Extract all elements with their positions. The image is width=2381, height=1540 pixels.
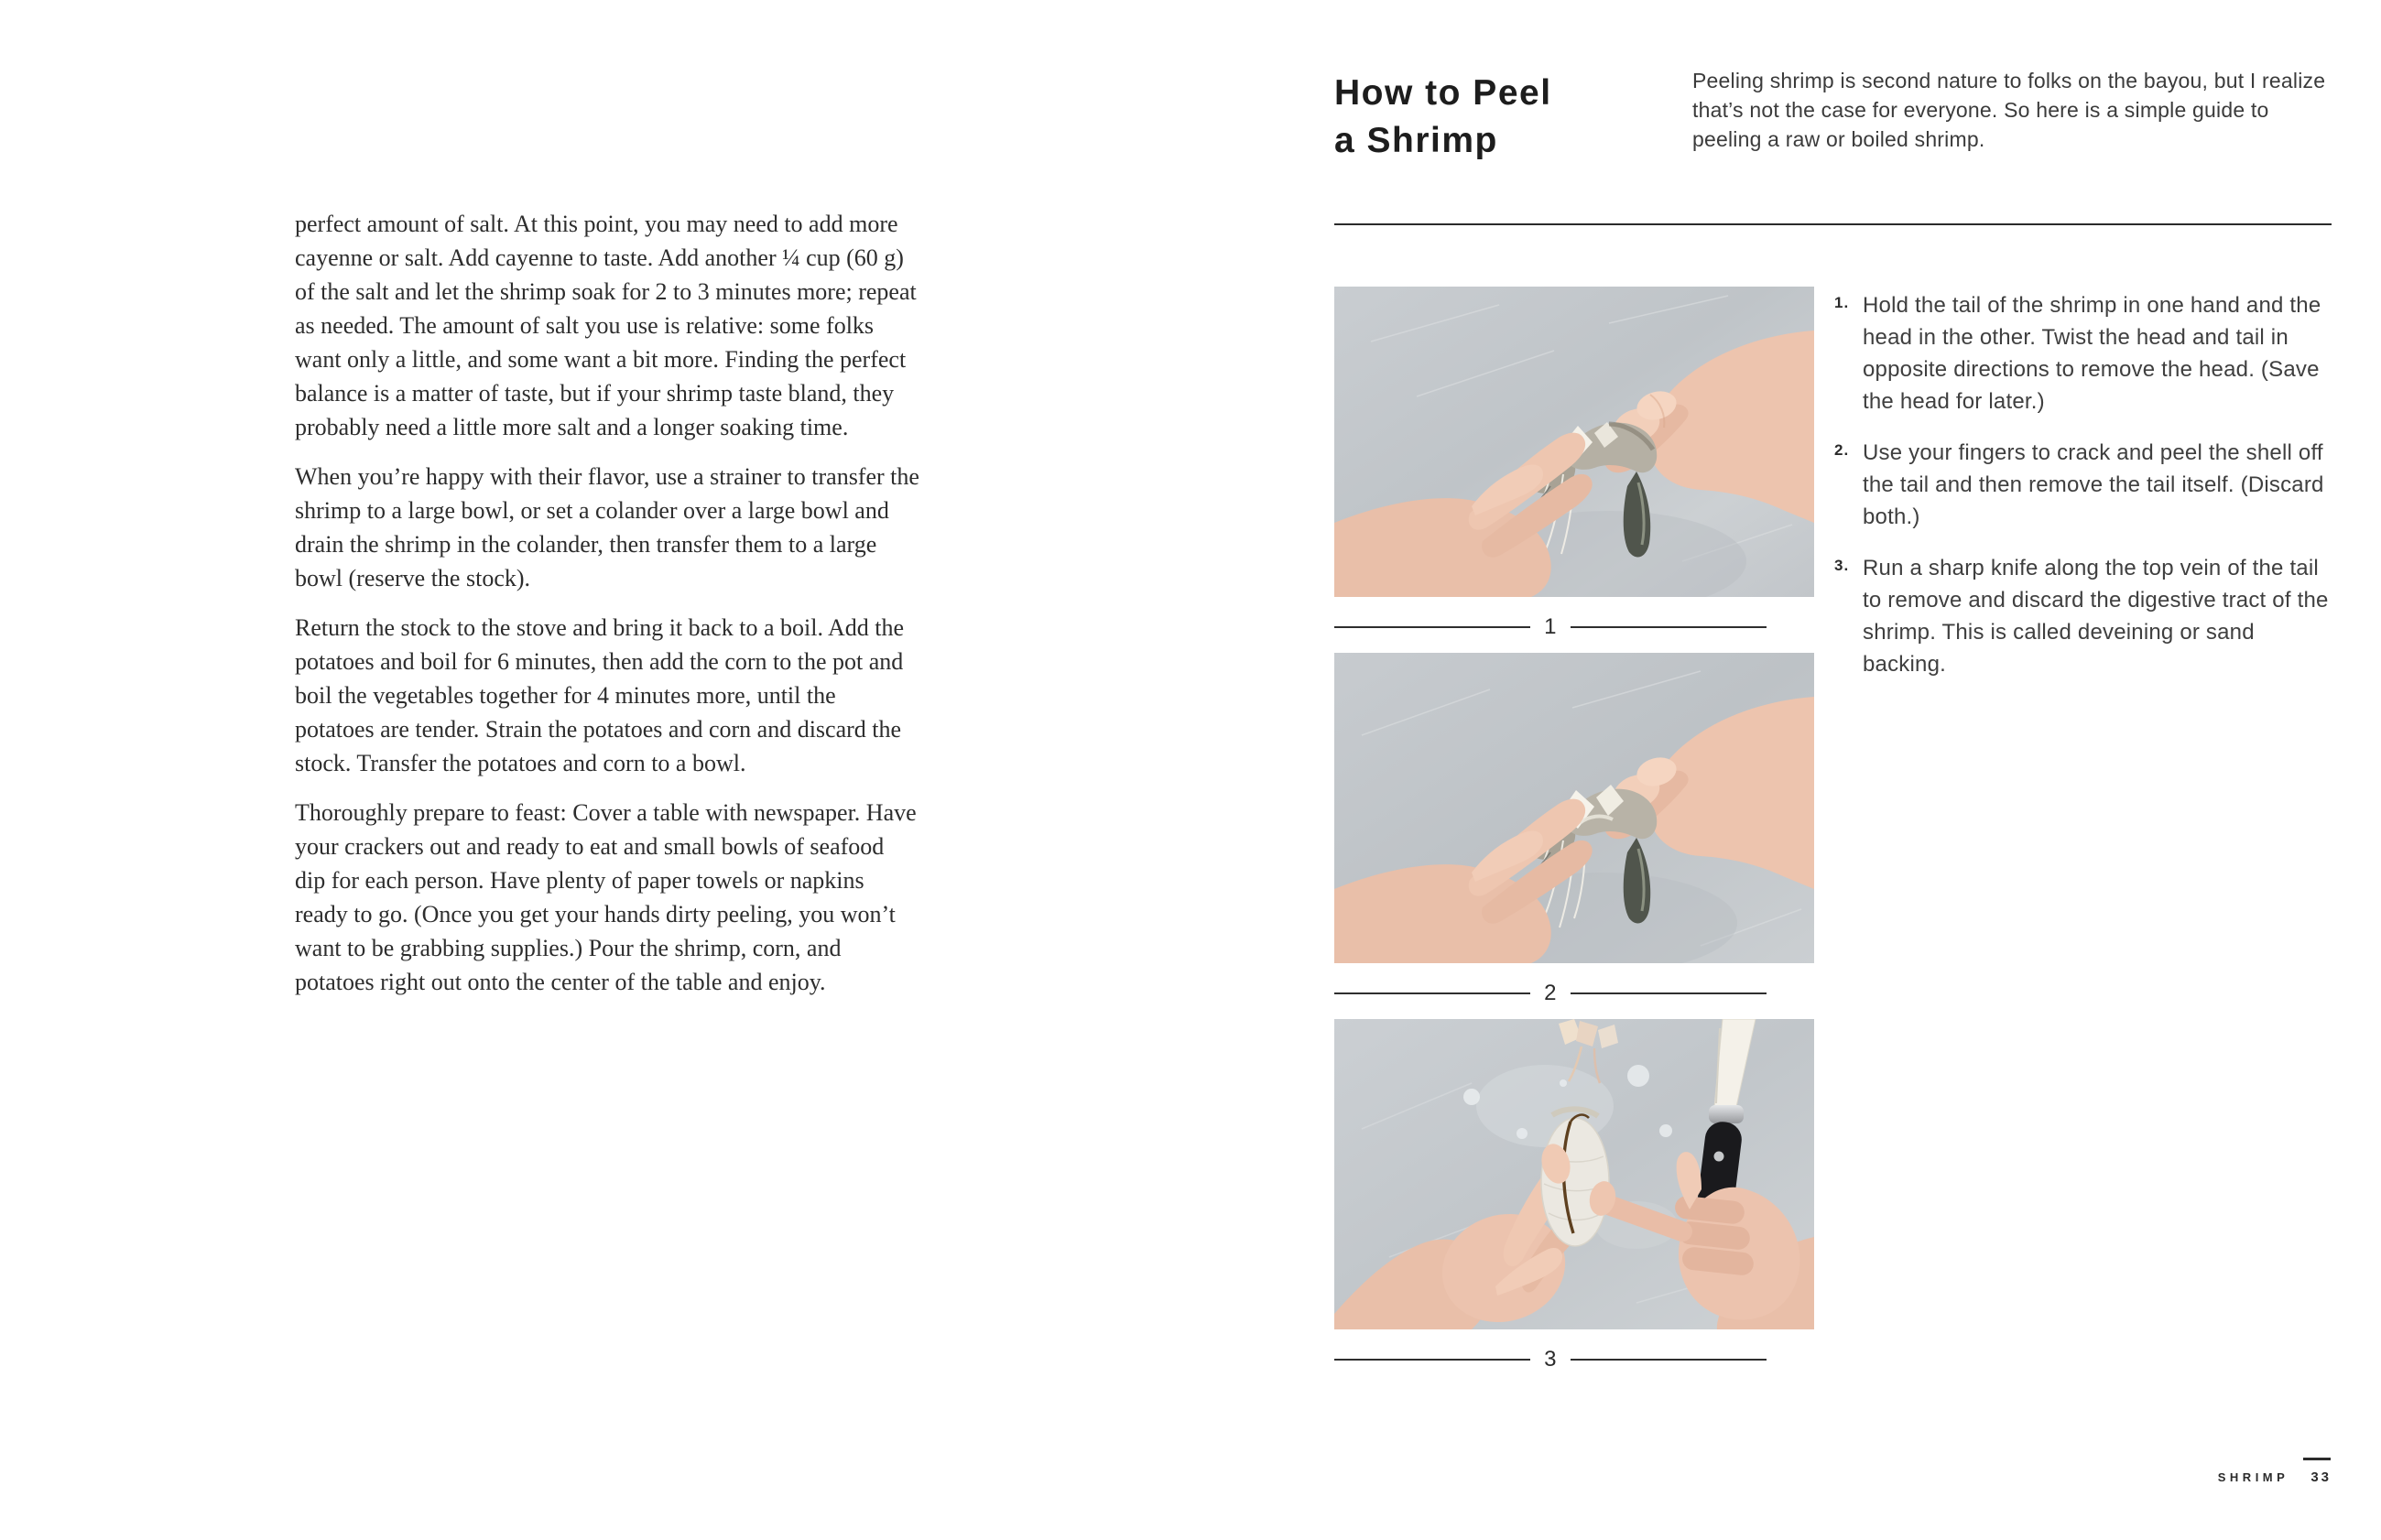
caption-line-right (1571, 626, 1767, 628)
figure-caption-2 (1334, 981, 1767, 1006)
body-paragraph: perfect amount of salt. At this point, you may need to add more cayenne or salt. Add cayenne to taste. Add another ¼ cup (60 g) of the salt and let the shrimp soak for 2 to 3 minutes more; repeat as needed. The amount of salt you use is relative: some folks want only a little, and some want a bit more. Finding the perfect balance is a matter of taste, but if your shrimp taste bland, they probably need a little more salt and a longer soaking time. (295, 211, 917, 440)
page-title (1334, 70, 1719, 165)
figure-caption-1 (1334, 614, 1767, 640)
body-paragraph: Return the stock to the stove and bring it back to a boil. Add the potatoes and boil for 6 minutes, then add the corn to the pot and boil the vegetables together for 4 minutes more, until the potatoes are tender. Strain the potatoes and corn and discard the stock. Transfer the potatoes and corn to a bowl. (295, 614, 905, 776)
page-title-line2: a Shrimp (1334, 121, 1498, 160)
body-paragraph: Thoroughly prepare to feast: Cover a table with newspaper. Have your crackers out and ready to eat and small bowls of seafood dip for each person. Have plenty of paper towels or napkins ready to go. (Once you get your hands dirty peeling, you won’t want to be grabbing supplies.) Pour the shrimp, corn, and potatoes right out onto the center of the table and enjoy. (295, 799, 917, 995)
step-number: 3. (1834, 557, 1850, 574)
caption-line-left (1334, 1359, 1530, 1361)
footer-text-line (2134, 1470, 2332, 1485)
page-footer (2134, 1458, 2332, 1485)
step-text: Run a sharp knife along the top vein of the tail to remove and discard the digestive tract of the shrimp. This is called deveining or sand backing. (1863, 556, 2329, 677)
header-divider-rule (1334, 223, 2332, 225)
figure-step-2 (1334, 653, 1814, 1006)
step-item-3 (1834, 552, 2333, 680)
intro-paragraph: Peeling shrimp is second nature to folks on the bayou, but I realize that’s not the case for everyone. So here is a simple guide to peeling a raw or boiled shrimp. (1692, 69, 2326, 151)
footer-page-number: 33 (2310, 1470, 2332, 1485)
figure-caption-3 (1334, 1347, 1767, 1372)
photo-step-2-peel-shell (1334, 653, 1814, 963)
figure-step-1 (1334, 287, 1814, 640)
caption-line-left (1334, 992, 1530, 994)
photo-step-1-twist-head (1334, 287, 1814, 597)
page-title-line1: How to Peel (1334, 73, 1552, 113)
step-number: 1. (1834, 294, 1850, 311)
caption-number: 3 (1544, 1347, 1557, 1372)
body-paragraph: When you’re happy with their flavor, use a strainer to transfer the shrimp to a large bowl, or set a colander over a large bowl and drain the shrimp in the colander, then transfer them to a large bowl (reserve the stock). (295, 463, 919, 591)
footer-dash-rule (2303, 1458, 2331, 1460)
caption-line-right (1571, 1359, 1767, 1361)
step-item-1 (1834, 289, 2333, 418)
figure-step-3 (1334, 1019, 1814, 1372)
step-text: Use your fingers to crack and peel the shell off the tail and then remove the tail itself. (Discard both.) (1863, 440, 2324, 529)
step-number: 2. (1834, 441, 1850, 459)
caption-number: 2 (1544, 981, 1557, 1005)
caption-line-left (1334, 626, 1530, 628)
caption-line-right (1571, 992, 1767, 994)
caption-number: 1 (1544, 614, 1557, 639)
left-page-text-column (295, 207, 919, 1014)
instruction-steps-list (1834, 289, 2333, 700)
step-item-2 (1834, 437, 2333, 533)
step-text: Hold the tail of the shrimp in one hand and the head in the other. Twist the head and tail in opposite directions to remove the head. (Save the head for later.) (1863, 293, 2321, 414)
footer-section-label: SHRIMP (2217, 1470, 2289, 1484)
photo-step-3-devein-knife (1334, 1019, 1814, 1329)
